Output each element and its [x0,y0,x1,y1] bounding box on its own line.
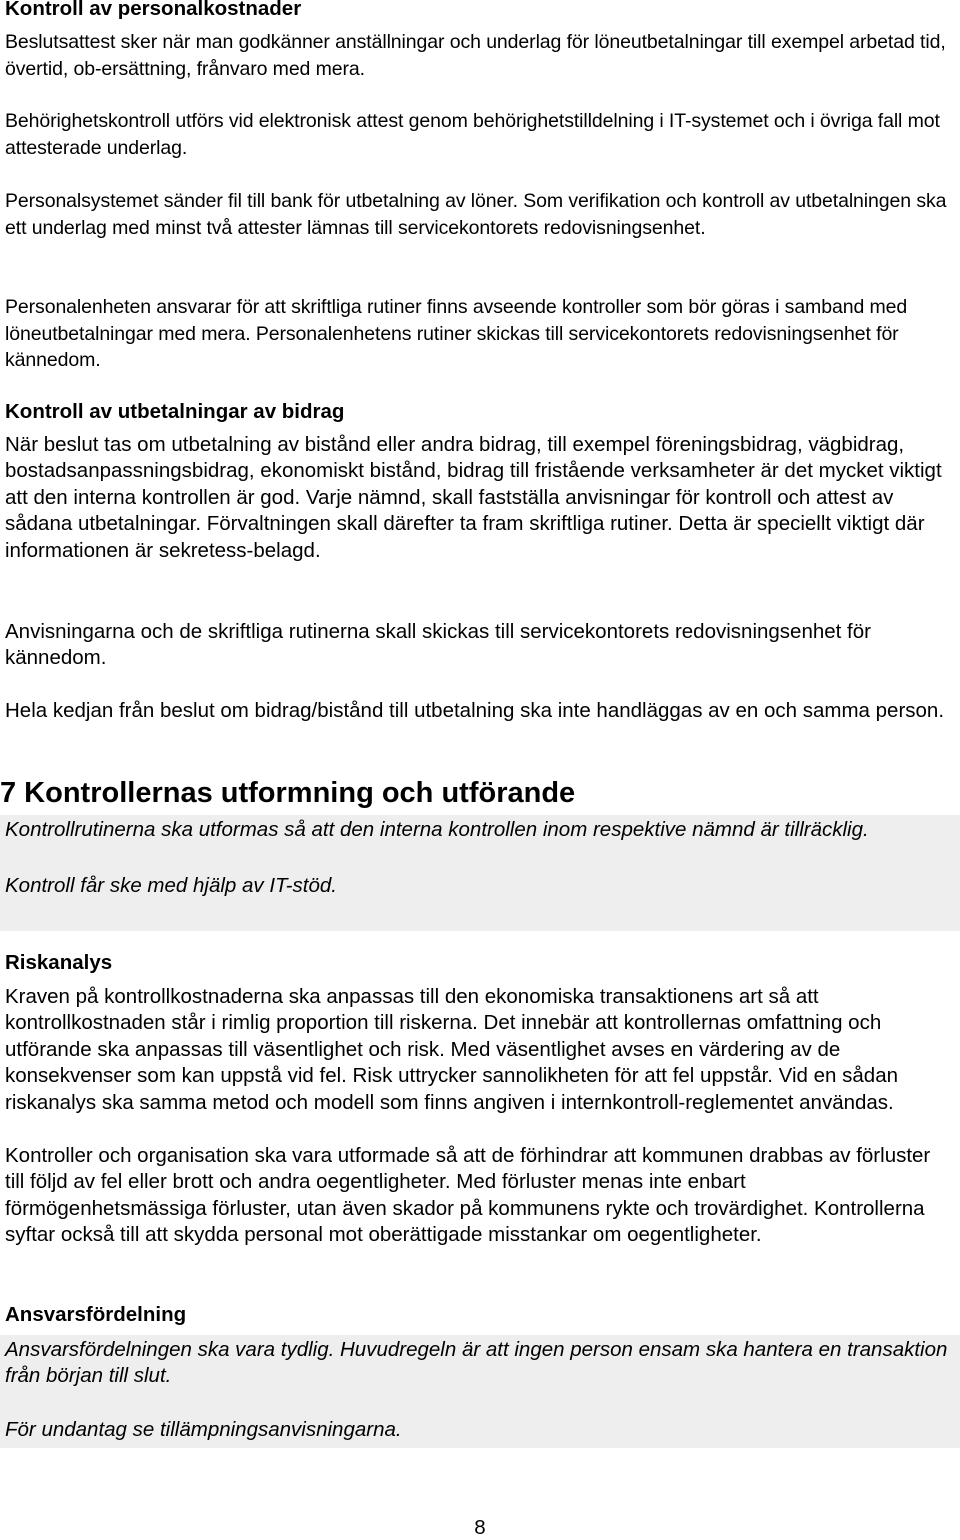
paragraph-anvisningarna: Anvisningarna och de skriftliga rutinerna skall skickas till servicekontorets redovisningsenhet för kännedom. [5,620,871,670]
paragraph-hela-kedjan: Hela kedjan från beslut om bidrag/bistånd till utbetalning ska inte handläggas av en och samma person. [5,699,945,722]
paragraph-personalsystemet: Personalsystemet sänder fil till bank för utbetalning av löner. Som verifikation och kontroll av utbetalningen ska ett underlag med minst två attester lämnas till servicekontorets redovisningsenhet. [5,190,947,239]
paragraph-kontroller-organisation: Kontroller och organisation ska vara utformade så att de förhindrar att kommunen drabbas av förluster till följd av fel eller brott och andra oegentligheter. Med förluster menas inte enbart förmögenhetsmässiga förluster, utan även skador på kommunens rykte och trovärdighet. Kontrollerna syftar också till att skydda personal mot oberättigade misstankar om oegentligheter. [5,1144,931,1247]
ansvar-intro-text: Ansvarsfördelningen ska vara tydlig. Huvudregeln är att ingen person ensam ska hantera en transaktion från början till slut. [5,1338,948,1387]
paragraph-kraven: Kraven på kontrollkostnaderna ska anpassas till den ekonomiska transaktionens art så att kontrollkostnaden står i rimlig proportion till riskerna. Det innebär att kontrollernas omfattning och utförande ska anpassas till väsentlighet och risk. Med väsentlighet avses en värdering av de konsekvenser som kan uppstå vid fel. Risk uttrycker sannolikheten för att fel uppstår. Vid en sådan riskanalys ska samma metod och modell som finns angiven i internkontroll-reglementet användas. [5,985,898,1114]
page-number: 8 [474,1516,486,1539]
paragraph-beslutsattest: Beslutsattest sker när man godkänner anställningar och underlag för löneutbetalningar till exempel arbetad tid, övertid, ob-ersättning, frånvaro med mera. [5,31,946,80]
chapter-intro-text: Kontrollrutinerna ska utformas så att den interna kontrollen inom respektive nämnd är tillräcklig. [5,818,869,841]
chapter-intro-itstod: Kontroll får ske med hjälp av IT-stöd. [5,874,337,897]
ansvar-undantag: För undantag se tillämpningsanvisningarna. [5,1418,402,1441]
section-heading-personalkostnader: Kontroll av personalkostnader [5,0,302,20]
section-heading-bidrag: Kontroll av utbetalningar av bidrag [5,400,345,423]
chapter-intro-box [0,815,960,931]
chapter-heading: 7 Kontrollernas utformning och utförande [0,777,576,809]
ansvar-intro-box [0,1335,960,1448]
paragraph-personalenheten: Personalenheten ansvarar för att skriftliga rutiner finns avseende kontroller som bör göras i samband med löneutbetalningar med mera. Personalenhetens rutiner skickas till servicekontorets redovisningsenhet för kännedom. [5,296,908,372]
paragraph-behorighetskontroll: Behörighetskontroll utförs vid elektronisk attest genom behörighetstilldelning i IT-systemet och i övriga fall mot attesterade underlag. [5,110,940,159]
paragraph-beslut-bidrag: När beslut tas om utbetalning av bistånd eller andra bidrag, till exempel föreningsbidrag, vägbidrag, bostadsanpassningsbidrag, ekonomiskt bistånd, bidrag till fristående verksamheter är det mycket viktigt att den interna kontrollen är god. Varje nämnd, skall fastställa anvisningar för kontroll och attest av sådana utbetalningar. Förvaltningen skall därefter ta fram skriftliga rutiner. Detta är speciellt viktigt där informationen är sekretess-belagd. [5,433,942,562]
section-heading-riskanalys: Riskanalys [5,951,113,974]
section-heading-ansvarsfordelning: Ansvarsfördelning [5,1303,187,1326]
